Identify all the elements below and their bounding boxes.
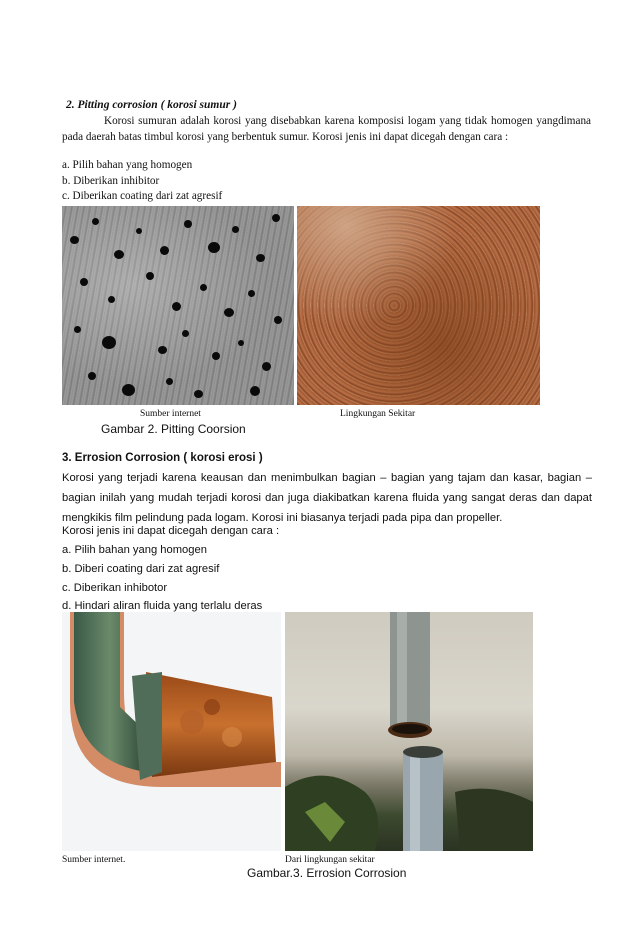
section-3-list-item: a. Pilih bahan yang homogen [62,544,207,556]
section-3-intro: Korosi jenis ini dapat dicegah dengan cara : [62,525,280,537]
eroded-elbow-pipe-photo [62,612,281,851]
section-2-paragraph: Korosi sumuran adalah korosi yang disebabkan karena komposisi logam yang tidak homogen yangdimana pada daerah batas timbul korosi yang berbentuk sumur. Korosi jenis ini dapat dicegah dengan cara : [62,115,591,143]
section-2-list-item: c. Diberikan coating dari zat agresif [62,190,223,202]
figure-3-source-right: Dari lingkungan sekitar [285,855,375,865]
figure-2-caption: Gambar 2. Pitting Coorsion [101,422,246,436]
figure-2-source-left: Sumber internet [140,409,201,419]
section-3-list-item: d. Hindari aliran fluida yang terlalu deras [62,600,263,612]
section-3-paragraph: Korosi yang terjadi karena keausan dan menimbulkan bagian – bagian yang tajam dan kasar, bagian – bagian inilah yang mudah terjadi korosi dan juga diakibatkan karena fluida yang sangat deras dan dapat mengkikis film pelindung pada logam. Korosi ini biasanya terjadi pada pipa dan propeller. [62,472,592,524]
figure-2-source-right: Lingkungan Sekitar [340,409,416,419]
section-3-list-item: c. Diberikan inhibotor [62,582,168,594]
pitting-rust-photo [297,206,540,405]
eroded-outdoor-pipe-photo [285,612,533,851]
section-2-list-item: b. Diberikan inhibitor [62,175,160,187]
section-3-list-item: b. Diberi coating dari zat agresif [62,563,220,575]
figure-3-caption: Gambar.3. Errosion Corrosion [247,866,407,880]
section-3-heading: 3. Errosion Corrosion ( korosi erosi ) [62,452,263,464]
pitting-metal-photo [62,206,294,405]
figure-3-source-left: Sumber internet. [62,855,126,865]
section-2-heading: 2. Pitting corrosion ( korosi sumur ) [66,99,237,111]
section-2-list-item: a. Pilih bahan yang homogen [62,159,193,171]
